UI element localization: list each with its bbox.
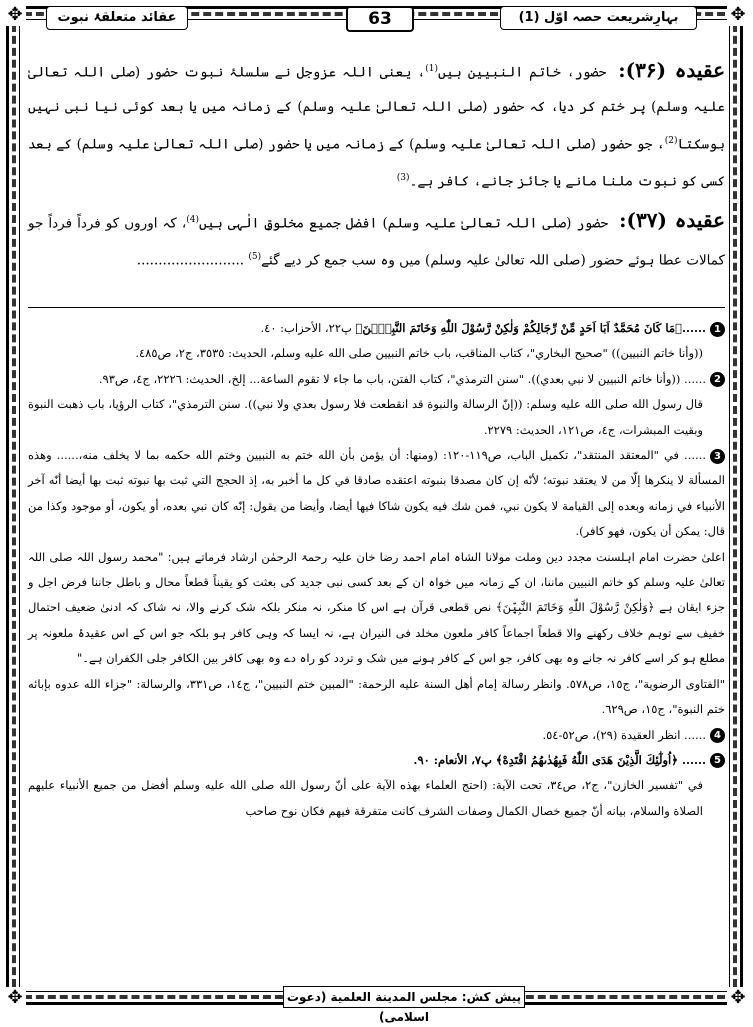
footnote-separator: [28, 307, 725, 308]
footnote-5: 5...... ﴿اُولٰٓئِكَ الَّذِيْنَ هَدَى اللّٰهُ فَبِهُدٰىهُمُ اقْتَدِهْ﴾ پ٧، الأنعام: ٩٠.: [28, 748, 725, 773]
corner-ornament-icon: ✥: [727, 4, 749, 26]
page-header: [0, 2, 753, 32]
footnote-ref: (3): [396, 173, 410, 183]
footnotes: 1......﴿مَا كَانَ مُحَمَّدٌ اَبَا اَحَدٍ مِّنْ رِّجَالِكُمْ وَلٰكِنْ رَّسُوْلَ اللّٰهِ وَخَاتَمَ النَّبِيّٖنَ﴾ پ۲۲، الأحزاب: ٤٠. ((وأنا خاتم النبيين)) "صحيح البخاري"، كتاب المناقب، باب خاتم النبيين صلى الله عليه وسلم، الحديث: ٣٥٣٥، ج٢، ص٤٨٥. 2...... ((وأنا خاتم النبيين لا نبي بعدي)). "سنن الترمذي"، كتاب الفتن، باب ما جاء لا تقوم الساعة... إلخ، الحديث: ٢٢٢٦، ج٤، ص٩٣. قال رسول الله صلى الله عليه وسلم: ((إنّ الرسالة والنبوة قد انقطعت فلا رسول بعدي ولا نبي)). سنن الترمذي"، كتاب الرؤيا، باب ذهبت النبوة وبقيت المبشرات، ج٤، ص١٢١، الحديث: ٢٢٧٩. 3...... في "المعتقد المنتقد"، تكميل الباب، ص١١٩-١٢٠: (ومنها: أن يؤمن بأن الله ختم به النبيين وختم الله حكمه بما لا يخلف منه،...... وهذه المسألة لا ينكرها إلّا من لا يعتقد نبوته؛ لأنّه إن كان مصدقا بنبوته اعتقده صادقا في كل ما أخبر به، إذ الحجج التي ثبت بها نبوته ثبت بها أيضا أنّه آخر الأنبياء في زمانه وبعده إلى القيامة لا يكون نبي، فمن شك فيه يكون شاكا فيها أيضا، وأيضا من يقول: إنّه كان نبي بعده، أو يكون، أو موجود وكذا من قال: يمكن أن يكون، فهو كافر). اعلیٰ حضرت امام اہلسنت مجدد دین وملت مولانا الشاہ امام احمد رضا خان علیہ رحمۃ الرحمٰن ارشاد فرماتے ہیں: "محمد رسول اللہ صلی اللہ تعالیٰ علیہ وسلم کو خاتم النبیین ماننا، ان کے زمانہ میں خواہ ان کے بعد کسی نبی جدید کی بعثت کو یقیناً قطعاً محال و باطل جاننا فرض اجل و جزء ایقان ہے ﴿وَلٰكِنْ رَّسُوْلَ اللّٰهِ وَخَاتَمَ النَّبِيّٖنَ﴾ نص قطعی قرآن ہے اس کا منکر، نہ منکر بلکہ شک کرنے والا، نہ شاک کہ ادنیٰ ضعیف احتمال خفیف سے توہم خلاف رکھنے والا قطعاً اجماعاً کافر ملعون مخلد فی النیران ہے، نہ ایسا کہ وہی کافر ہو بلکہ جو اس کے اس عقیدۂ ملعونہ پر مطلع ہو کر اسے کافر نہ جانے وہ بھی کافر، جو اس کے کافر ہونے میں شک و تردد کو راہ دے وہ بھی کافر بین الکافر جلی الکفران ہے۔" "الفتاوى الرضوية"، ج١٥، ص٥٧٨. وانظر رسالة إمام أهل السنة عليه الرحمة: "المبين ختم النبيين"، ج١٤، ص٣٣١، والرسالة: "جزاء الله عدوه بإبائه ختم النبوة"، ج١٥، ص٦٢٩. 4...... انظر العقيدة (٢٩)، ص٥٢-٥٤. 5...... ﴿اُولٰٓئِكَ الَّذِيْنَ هَدَى اللّٰهُ فَبِهُدٰىهُمُ اقْتَدِهْ﴾ پ٧، الأنعام: ٩٠. في "تفسير الخازن"، ج٢، ص٣٤، تحت الآية: (احتج العلماء بهذه الآية على أنّ رسول الله صلى الله عليه وسلم أفضل من جميع الأنبياء عليهم الصلاة والسلام، بيانه أنّ جميع خصال الكمال وصفات الشرف كانت متفرقة فيهم فكان نوح صاحب: [28, 316, 725, 824]
page-footer: [28, 986, 725, 1024]
aqeedah-36-label: عقیدہ (۳۶):: [618, 57, 726, 82]
footnote-ref: (4): [186, 214, 200, 225]
book-title: بہارِشریعت حصہ اوّل (1): [500, 6, 697, 30]
footnote-ref: (5): [248, 252, 262, 262]
publisher-label: پیش کش: مجلس المدينة العلمية (دعوت اسلامی): [283, 986, 525, 1008]
footnote-3: 3...... في "المعتقد المنتقد"، تكميل الباب، ص١١٩-١٢٠: (ومنها: أن يؤمن بأن الله ختم به النبيين وختم الله حكمه بما لا يخلف منه،...... وهذه المسألة لا ينكرها إلّا من لا يعتقد نبوته؛ لأنّه إن كان مصدقا بنبوته اعتقده صادقا في كل ما أخبر به، إذ الحجج التي ثبت بها نبوته ثبت بها أيضا أنّه آخر الأنبياء في زمانه وبعده إلى القيامة لا يكون نبي، فمن شك فيه يكون شاكا فيها أيضا، وأيضا من يقول: إنّه كان نبي بعده، أو يكون، أو موجود وكذا من قال: يمكن أن يكون، فهو كافر).: [28, 448, 725, 539]
footnote-2: 2...... ((وأنا خاتم النبيين لا نبي بعدي)). "سنن الترمذي"، كتاب الفتن، باب ما جاء لا تقوم الساعة... إلخ، الحديث: ٢٢٢٦، ج٤، ص٩٣.: [28, 367, 725, 392]
footnote-ref: (1): [425, 64, 439, 74]
aqeedah-36: عقیدہ (۳۶): حضور، خاتم النبیین ہیں$^{(1)}$، یعنی اللہ عزوجل نے سلسلۂ نبوت حضور (صلی اللہ تعالیٰ علیہ وسلم) پر ختم کر دیا، کہ حضور (صلی اللہ تعالیٰ علیہ وسلم) کے زمانہ میں یا بعد کوئی نیا نبی نہیں ہوسکتا$^{(2)}$، جو حضور (صلی اللہ تعالیٰ علیہ وسلم) کے زمانہ میں یا حضور (صلی اللہ تعالیٰ علیہ وسلم) کے بعد کسی کو نبوت ملنا مانے یا جائز جانے، کافر ہے۔$^{(3)}$: [28, 57, 726, 190]
footnote-ref: (2): [664, 135, 678, 146]
trailing-dots: .........................: [136, 252, 245, 269]
page-number: 63: [346, 6, 414, 32]
footnote-number-badge: 2: [710, 372, 725, 387]
aqeedah-37: عقیدہ (۳۷): حضور (صلی اللہ تعالیٰ علیہ وسلم) افضل جمیع مخلوقِ الٰہی ہیں$^{(4)}$، کہ اوروں کو فرداً فرداً جو کمالات عطا ہوئے حضور (صلی اللہ تعالیٰ علیہ وسلم) میں وہ سب جمع کر دیے گئے$^{(5)}$ .........................: [28, 208, 726, 269]
footnote-number-badge: 4: [710, 728, 725, 743]
footnote-3-urdu: اعلیٰ حضرت امام اہلسنت مجدد دین وملت مولانا الشاہ امام احمد رضا خان علیہ رحمۃ الرحمٰن ارشاد فرماتے ہیں: "محمد رسول اللہ صلی اللہ تعالیٰ علیہ وسلم کو خاتم النبیین ماننا، ان کے زمانہ میں خواہ ان کے بعد کسی نبی جدید کی بعثت کو یقیناً قطعاً محال و باطل جاننا فرض اجل و جزء ایقان ہے ﴿وَلٰكِنْ رَّسُوْلَ اللّٰهِ وَخَاتَمَ النَّبِيّٖنَ﴾ نص قطعی قرآن ہے اس کا منکر، نہ منکر بلکہ شک کرنے والا، نہ شاک کہ ادنیٰ ضعیف احتمال خفیف سے توہم خلاف رکھنے والا قطعاً اجماعاً کافر ملعون مخلد فی النیران ہے، نہ ایسا کہ وہی کافر ہو بلکہ جو اس کے اس عقیدۂ ملعونہ پر مطلع ہو کر اسے کافر نہ جانے وہ بھی کافر، جو اس کے کافر ہونے میں شک و تردد کو راہ دے وہ بھی کافر بین الکافر جلی الکفران ہے۔": [28, 549, 725, 666]
corner-ornament-icon: ✥: [4, 4, 26, 26]
aqeedah-37-label: عقیدہ (۳۷):: [619, 208, 726, 232]
footnote-number-badge: 5: [710, 753, 725, 768]
footnote-number-badge: 3: [710, 449, 725, 464]
footnote-number-badge: 1: [710, 322, 725, 337]
footnote-4: 4...... انظر العقيدة (٢٩)، ص٥٢-٥٤.: [28, 723, 725, 748]
main-text: [28, 52, 725, 282]
section-title: عقائد متعلقۂ نبوت: [46, 6, 188, 30]
footnote-1: 1......﴿مَا كَانَ مُحَمَّدٌ اَبَا اَحَدٍ مِّنْ رِّجَالِكُمْ وَلٰكِنْ رَّسُوْلَ اللّٰهِ وَخَاتَمَ النَّبِيّٖنَ﴾ پ۲۲، الأحزاب: ٤٠.: [28, 316, 725, 341]
corner-ornament-icon: ✥: [4, 987, 26, 1009]
corner-ornament-icon: ✥: [727, 987, 749, 1009]
